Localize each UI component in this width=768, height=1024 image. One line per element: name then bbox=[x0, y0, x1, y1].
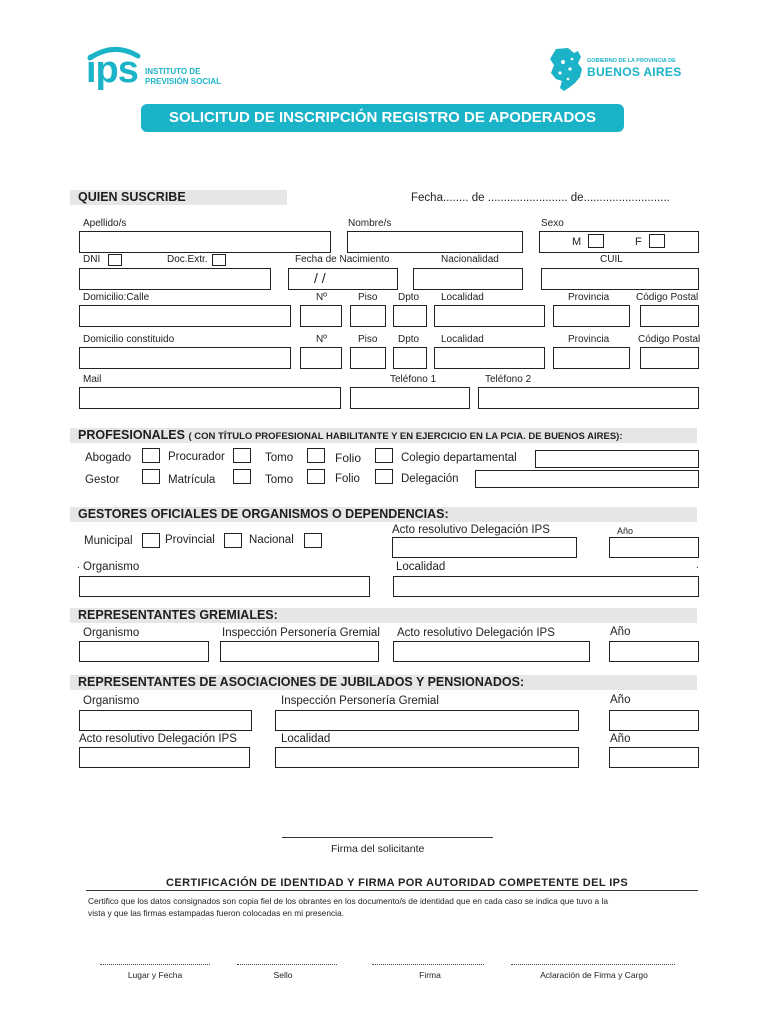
docextr-checkbox[interactable] bbox=[212, 254, 226, 266]
acto-gremiales-field[interactable] bbox=[393, 641, 590, 662]
date-separators: / / bbox=[314, 270, 326, 286]
label-localidad-jubilados: Localidad bbox=[281, 733, 331, 745]
gestor-checkbox[interactable] bbox=[142, 469, 160, 484]
label-colegio: Colegio departamental bbox=[401, 452, 517, 464]
label-dni: DNI bbox=[83, 254, 101, 265]
fecha-nac-field[interactable] bbox=[288, 268, 398, 290]
section-title-quien: QUIEN SUSCRIBE bbox=[78, 190, 186, 204]
label-piso2: Piso bbox=[358, 334, 378, 345]
provincial-checkbox[interactable] bbox=[224, 533, 242, 548]
label-anio-gremiales: Año bbox=[610, 626, 631, 638]
certificacion-title: CERTIFICACIÓN DE IDENTIDAD Y FIRMA POR AUTORIDAD COMPETENTE DEL IPS bbox=[166, 877, 629, 889]
nacionalidad-field[interactable] bbox=[413, 268, 523, 290]
firma-ips-line[interactable] bbox=[372, 964, 484, 965]
label-nombre: Nombre/s bbox=[348, 218, 392, 229]
piso2-field[interactable] bbox=[350, 347, 386, 369]
label-telefono1: Teléfono 1 bbox=[390, 374, 437, 385]
label-folio2: Folio bbox=[335, 473, 360, 485]
label-matricula: Matrícula bbox=[168, 474, 216, 486]
label-anio2-jubilados: Año bbox=[610, 733, 631, 745]
firma-ips-label: Firma bbox=[419, 970, 441, 980]
localidad-field[interactable] bbox=[434, 305, 545, 327]
label-nacionalidad: Nacionalidad bbox=[441, 254, 499, 265]
anio2-jubilados-field[interactable] bbox=[609, 747, 699, 768]
section-title-jubilados: REPRESENTANTES DE ASOCIACIONES DE JUBILADOS Y PENSIONADOS: bbox=[78, 675, 525, 689]
ips-name-line2: PREVISIÓN SOCIAL bbox=[145, 77, 222, 86]
label-nacional: Nacional bbox=[249, 534, 294, 546]
aclaracion-line[interactable] bbox=[511, 964, 675, 965]
label-apellido: Apellido/s bbox=[83, 218, 127, 229]
label-domicilio-constituido: Domicilio constituido bbox=[83, 334, 175, 345]
folio1-box[interactable] bbox=[375, 448, 393, 463]
folio2-box[interactable] bbox=[375, 469, 393, 484]
label-organismo-gremiales: Organismo bbox=[83, 627, 140, 639]
section-title-gremiales: REPRESENTANTES GREMIALES: bbox=[78, 608, 278, 622]
sexo-m-checkbox[interactable] bbox=[588, 234, 604, 248]
label-delegacion: Delegación bbox=[401, 473, 459, 485]
sexo-m-label: M bbox=[572, 236, 582, 248]
cuil-field[interactable] bbox=[541, 268, 699, 290]
codigo-postal2-field[interactable] bbox=[640, 347, 699, 369]
label-piso: Piso bbox=[358, 292, 378, 303]
profesionales-subtitle: ( CON TÍTULO PROFESIONAL HABILITANTE Y EN EJERCICIO EN LA PCIA. DE BUENOS AIRES): bbox=[188, 431, 623, 442]
acto-jubilados-field[interactable] bbox=[79, 747, 250, 768]
matricula-box[interactable] bbox=[233, 469, 251, 484]
section-title-profesionales bbox=[78, 428, 623, 442]
inspeccion-gremiales-field[interactable] bbox=[220, 641, 379, 662]
municipal-checkbox[interactable] bbox=[142, 533, 160, 548]
dpto2-field[interactable] bbox=[393, 347, 427, 369]
label-fecha-nac: Fecha de Nacimiento bbox=[295, 254, 390, 265]
province-map-icon bbox=[548, 47, 584, 93]
label-folio1: Folio bbox=[335, 451, 362, 465]
certificacion-text-line1: Certifico que los datos consignados son copia fiel de los obrantes en los documento/s de identidad que en cada caso se indica que tuvo a la bbox=[88, 896, 609, 906]
sello-label: Sello bbox=[273, 970, 293, 980]
certificacion-divider bbox=[86, 890, 698, 891]
label-tomo2: Tomo bbox=[265, 474, 294, 486]
localidad-gestores-field[interactable] bbox=[393, 576, 699, 597]
label-localidad2: Localidad bbox=[441, 334, 484, 345]
abogado-checkbox[interactable] bbox=[142, 448, 160, 463]
label-nro: Nº bbox=[316, 292, 327, 303]
label-dpto: Dpto bbox=[398, 292, 420, 303]
sexo-field bbox=[539, 231, 699, 253]
nombre-field[interactable] bbox=[347, 231, 523, 253]
codigo-postal-field[interactable] bbox=[640, 305, 699, 327]
label-acto-gestores: Acto resolutivo Delegación IPS bbox=[392, 524, 550, 536]
page-title: SOLICITUD DE INSCRIPCIÓN REGISTRO DE APODERADOS bbox=[169, 109, 596, 126]
nro-field[interactable] bbox=[300, 305, 342, 327]
label-organismo-gestores: Organismo bbox=[83, 561, 140, 573]
telefono1-field[interactable] bbox=[350, 387, 470, 409]
sello-line[interactable] bbox=[237, 964, 337, 965]
calle-field[interactable] bbox=[79, 305, 291, 327]
localidad2-field[interactable] bbox=[434, 347, 545, 369]
nacional-checkbox[interactable] bbox=[304, 533, 322, 548]
title-banner bbox=[141, 104, 624, 132]
label-dpto2: Dpto bbox=[398, 334, 420, 345]
ips-logo-text: ips bbox=[86, 49, 138, 91]
label-telefono2: Teléfono 2 bbox=[485, 374, 532, 385]
localidad-jubilados-field[interactable] bbox=[275, 747, 579, 768]
organismo-jubilados-field[interactable] bbox=[79, 710, 252, 731]
dpto-field[interactable] bbox=[393, 305, 427, 327]
label-municipal: Municipal bbox=[84, 535, 133, 547]
provincia2-field[interactable] bbox=[553, 347, 630, 369]
apellido-field[interactable] bbox=[79, 231, 331, 253]
delegacion-field[interactable] bbox=[475, 470, 699, 488]
sexo-f-label: F bbox=[635, 236, 642, 248]
anio-gremiales-field[interactable] bbox=[609, 641, 699, 662]
section-title-gestores: GESTORES OFICIALES DE ORGANISMOS O DEPENDENCIAS: bbox=[78, 507, 449, 521]
tomo2-box[interactable] bbox=[307, 469, 325, 484]
acto-gestores-field[interactable] bbox=[392, 537, 577, 558]
inspeccion-jubilados-field[interactable] bbox=[275, 710, 579, 731]
label-nro2: Nº bbox=[316, 334, 327, 345]
label-provincial: Provincial bbox=[165, 534, 215, 546]
firma-solicitante-label: Firma del solicitante bbox=[331, 843, 425, 855]
label-acto-gremiales: Acto resolutivo Delegación IPS bbox=[397, 627, 555, 639]
label-abogado: Abogado bbox=[85, 452, 132, 464]
provincia-field[interactable] bbox=[553, 305, 630, 327]
colegio-field[interactable] bbox=[535, 450, 699, 468]
label-localidad: Localidad bbox=[441, 292, 484, 303]
label-acto-jubilados: Acto resolutivo Delegación IPS bbox=[79, 733, 237, 745]
fecha-line: Fecha........ de ......................... de........................... bbox=[411, 192, 670, 204]
lugar-fecha-line[interactable] bbox=[100, 964, 210, 965]
firma-solicitante-line[interactable] bbox=[282, 837, 493, 838]
gov-line1: GOBIERNO DE LA PROVINCIA DE bbox=[587, 58, 676, 64]
sexo-f-checkbox[interactable] bbox=[649, 234, 665, 248]
certificacion-text-line2: vista y que las firmas estampadas fueron colocadas en mi presencia. bbox=[88, 908, 345, 918]
organismo-gestores-field[interactable] bbox=[79, 576, 370, 597]
label-codigo-postal: Código Postal bbox=[636, 292, 699, 303]
label-localidad-gestores: Localidad bbox=[396, 561, 446, 573]
dot-left: . bbox=[77, 560, 80, 571]
organismo-gremiales-field[interactable] bbox=[79, 641, 209, 662]
label-cuil: CUIL bbox=[600, 254, 623, 265]
label-provincia2: Provincia bbox=[568, 334, 610, 345]
label-provincia: Provincia bbox=[568, 292, 610, 303]
label-codigo-postal2: Código Postal bbox=[638, 334, 701, 345]
label-tomo1: Tomo bbox=[265, 452, 294, 464]
label-gestor: Gestor bbox=[85, 474, 120, 486]
tomo1-box[interactable] bbox=[307, 448, 325, 463]
nro2-field[interactable] bbox=[300, 347, 342, 369]
mail-field[interactable] bbox=[79, 387, 341, 409]
label-inspeccion-jubilados: Inspección Personería Gremial bbox=[281, 695, 439, 707]
gov-line2: BUENOS AIRES bbox=[587, 65, 682, 79]
anio-jubilados-field[interactable] bbox=[609, 710, 699, 731]
label-docextr: Doc.Extr. bbox=[167, 254, 208, 265]
documento-field[interactable] bbox=[79, 268, 271, 290]
domicilio-constituido-field[interactable] bbox=[79, 347, 291, 369]
aclaracion-label: Aclaración de Firma y Cargo bbox=[540, 970, 648, 980]
lugar-fecha-label: Lugar y Fecha bbox=[127, 970, 183, 980]
label-domicilio-calle: Domicilio:Calle bbox=[83, 292, 150, 303]
anio-gestores-field[interactable] bbox=[609, 537, 699, 558]
label-procurador: Procurador bbox=[168, 451, 225, 463]
label-inspeccion-gremiales: Inspección Personería Gremial bbox=[222, 627, 380, 639]
label-mail: Mail bbox=[83, 374, 102, 385]
procurador-checkbox[interactable] bbox=[233, 448, 251, 463]
dot-right: . bbox=[696, 560, 699, 571]
ips-name-line1: INSTITUTO DE bbox=[145, 67, 201, 76]
profesionales-title: PROFESIONALES bbox=[78, 428, 185, 442]
label-sexo: Sexo bbox=[541, 218, 564, 229]
piso-field[interactable] bbox=[350, 305, 386, 327]
telefono2-field[interactable] bbox=[478, 387, 699, 409]
dni-checkbox[interactable] bbox=[108, 254, 122, 266]
label-anio-gestores: Año bbox=[617, 526, 634, 536]
label-organismo-jubilados: Organismo bbox=[83, 695, 140, 707]
label-anio-jubilados: Año bbox=[610, 694, 631, 706]
